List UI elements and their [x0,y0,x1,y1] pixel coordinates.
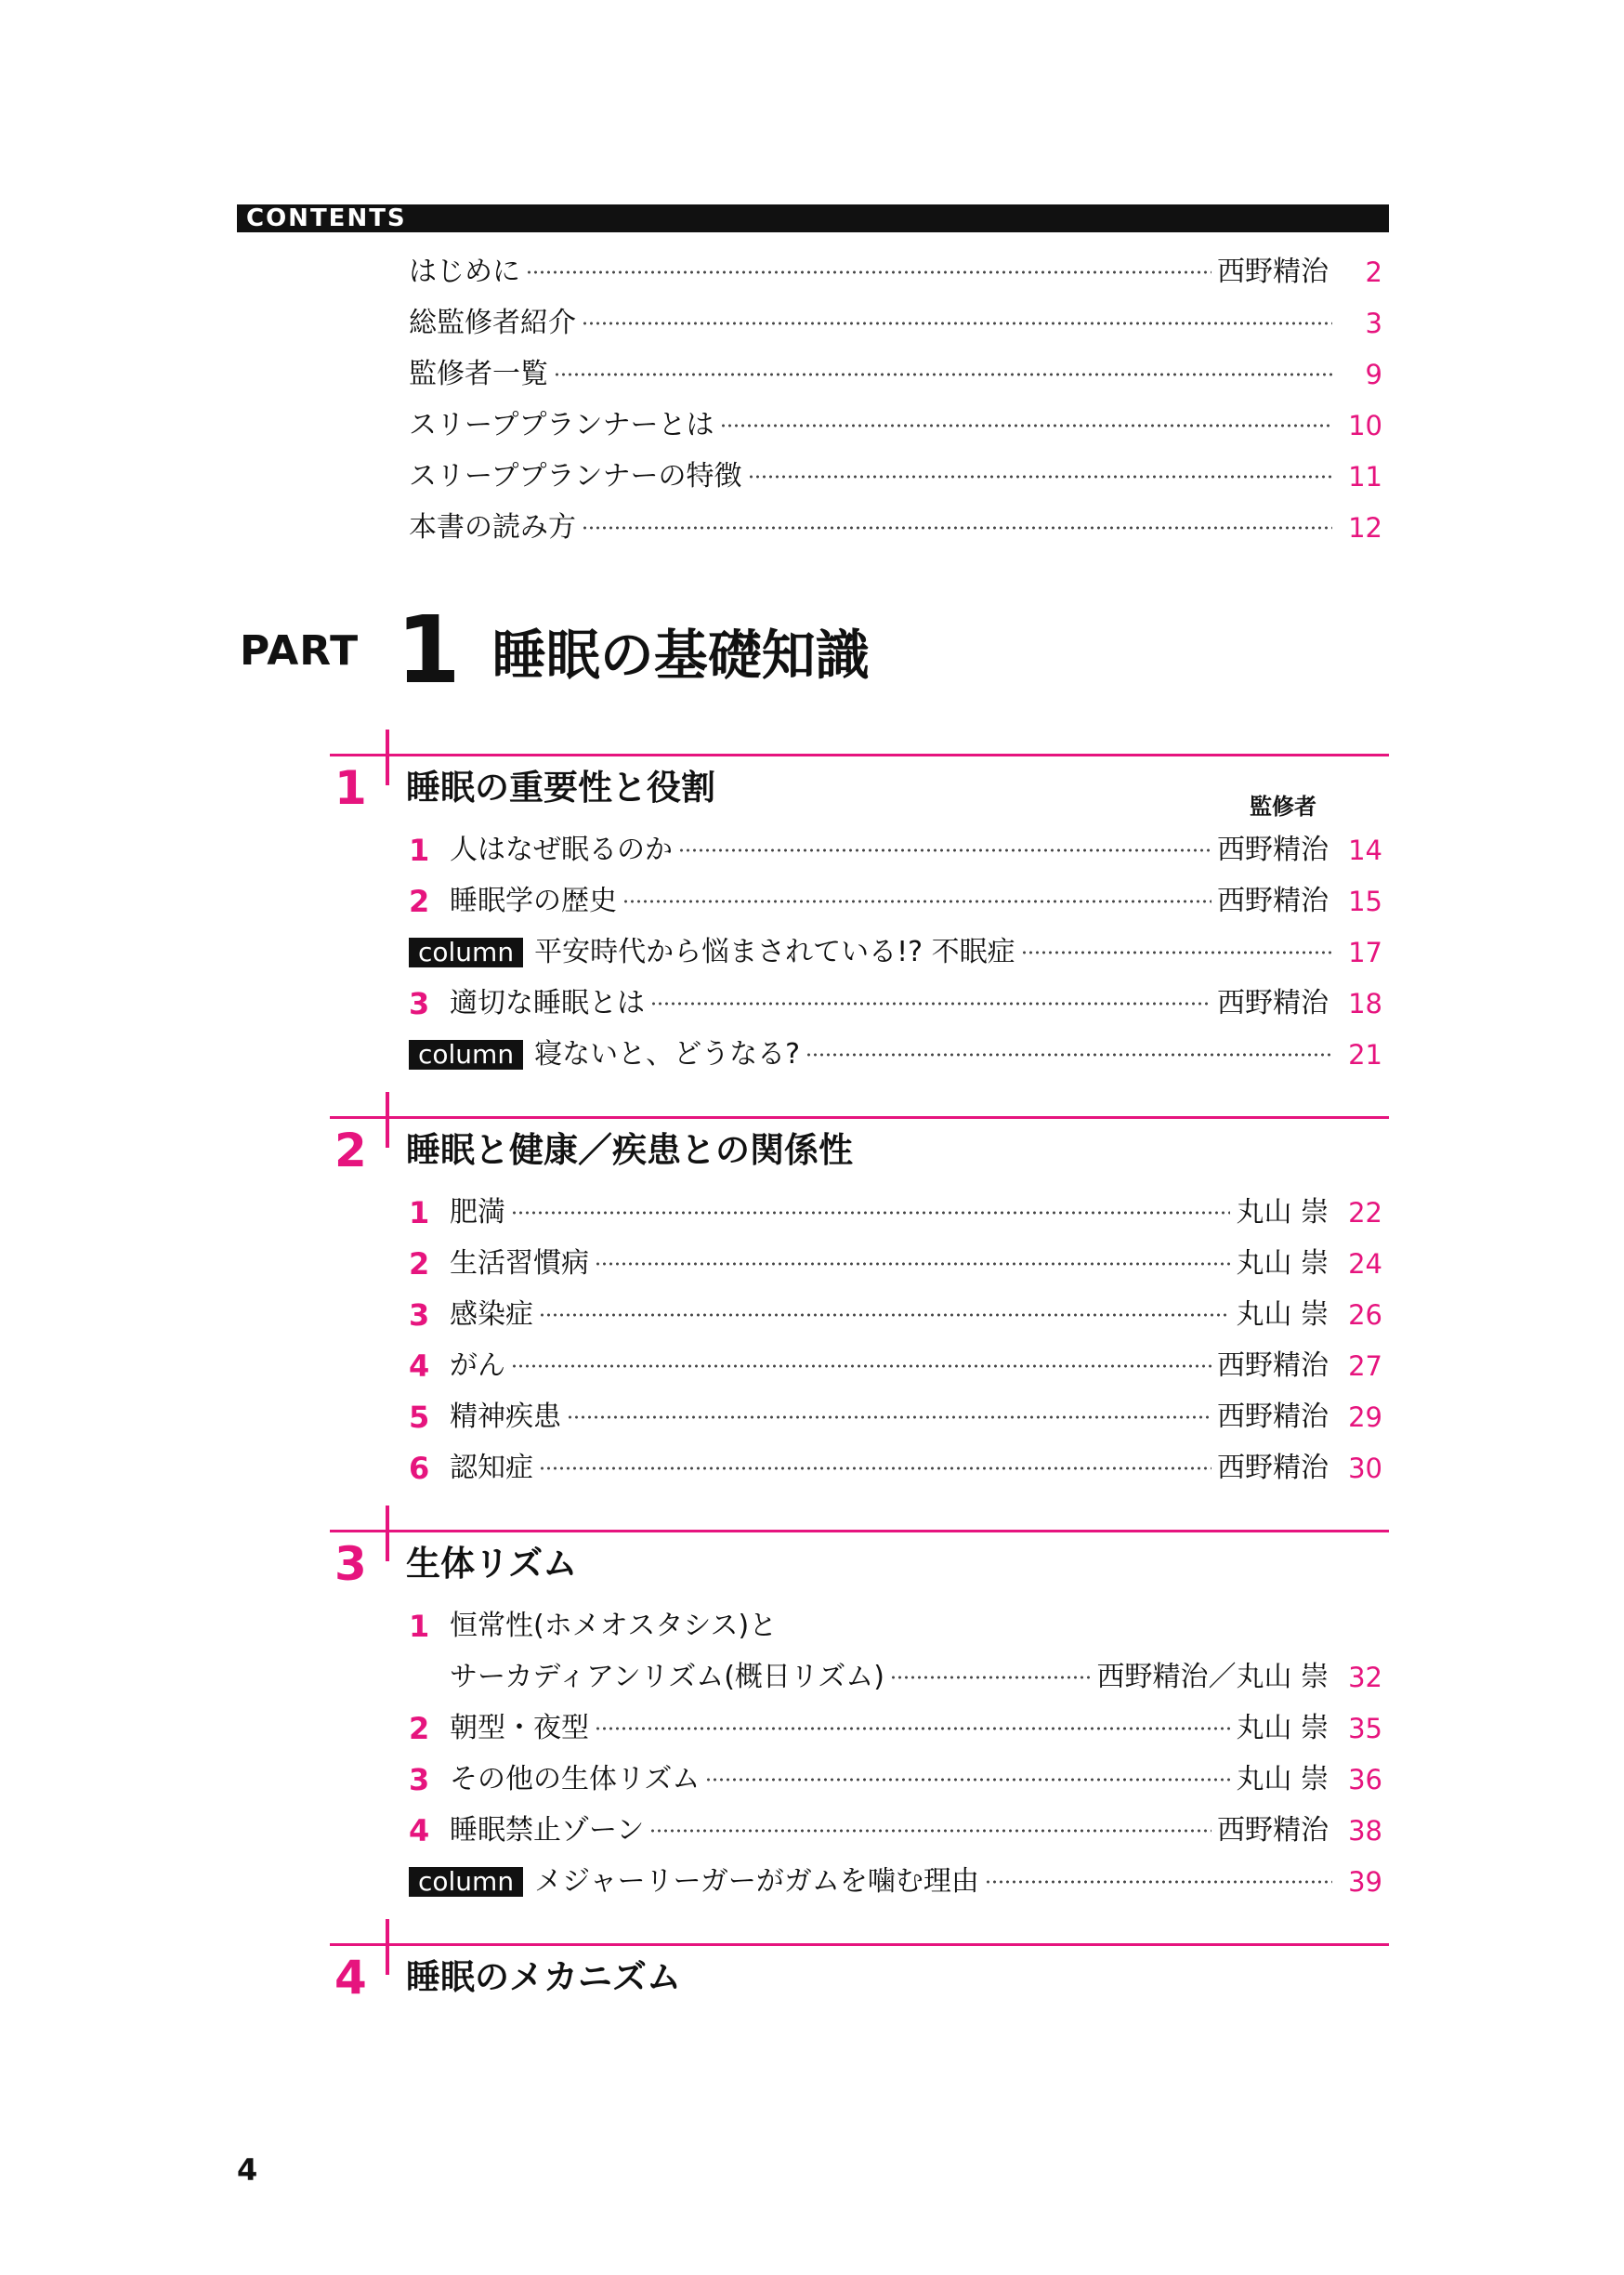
leader-dots [650,983,1211,1024]
toc-entry-page: 11 [1348,461,1382,493]
toc-entry-page: 39 [1348,1866,1382,1898]
toc-entry-title: その他の生体リズム [450,1763,701,1795]
toc-entry-continuation[interactable] [450,1657,1382,1698]
section-divider-tick [386,1919,389,1975]
column-tag: column [409,1867,523,1897]
toc-entry-page: 18 [1348,988,1382,1019]
item-number: 4 [409,1813,430,1848]
toc-entry-page: 26 [1348,1299,1382,1331]
section-title[interactable]: 生体リズム [406,1544,578,1584]
toc-entry-page: 17 [1348,937,1382,968]
toc-entry-author: 丸山 崇 [1236,1298,1329,1331]
toc-entry-title: 適切な睡眠とは [450,987,645,1019]
section-title[interactable]: 睡眠のメカニズム [406,1957,681,1997]
toc-entry[interactable] [409,1810,1382,1851]
toc-entry-page: 27 [1348,1350,1382,1382]
toc-entry-column[interactable] [409,932,1382,973]
toc-entry-column[interactable] [409,1861,1382,1902]
leader-dots [554,354,1332,395]
toc-entry-title: がん [450,1349,505,1382]
section-number: 1 [334,761,367,815]
toc-entry-title: 総監修者紹介 [409,307,576,339]
contents-header: CONTENTS [237,204,1389,232]
toc-entry-title: 平安時代から悩まされている!? 不眠症 [534,936,1015,968]
toc-entry-author: 丸山 崇 [1236,1763,1329,1795]
leader-dots [805,1034,1332,1075]
toc-entry-page: 24 [1348,1248,1382,1280]
section-title[interactable]: 睡眠と健康／疾患との関係性 [406,1130,853,1170]
toc-entry-title: 精神疾患 [450,1401,561,1433]
leader-dots [511,1192,1230,1233]
toc-entry-author: 西野精治 [1217,1349,1329,1382]
column-tag: column [409,1040,523,1070]
column-tag: column [409,938,523,967]
toc-entry[interactable] [409,1606,1382,1647]
leader-dots [720,405,1333,446]
leader-dots [511,1346,1211,1387]
toc-entry[interactable] [409,983,1382,1024]
section-divider [330,754,1389,756]
section-number: 3 [334,1537,367,1591]
leader-dots [582,303,1332,344]
part-heading [240,596,870,704]
toc-entry[interactable] [409,1192,1382,1233]
item-number: 1 [409,1609,430,1644]
toc-entry[interactable] [409,1243,1382,1284]
section-divider-tick [386,730,389,785]
leader-dots [539,1448,1211,1489]
toc-entry-title: 生活習慣病 [450,1247,589,1280]
toc-entry-page: 22 [1348,1197,1382,1229]
toc-entry-author: 西野精治／丸山 崇 [1096,1661,1329,1693]
toc-entry-author: 丸山 崇 [1236,1196,1329,1229]
leader-dots [539,1295,1230,1335]
section-divider-tick [386,1506,389,1561]
toc-entry-author: 西野精治 [1217,885,1329,917]
toc-entry[interactable] [409,252,1382,293]
toc-entry-author: 丸山 崇 [1236,1712,1329,1744]
item-number: 2 [409,1711,430,1746]
leader-dots [595,1243,1230,1284]
leader-dots [622,881,1211,922]
toc-entry-author: 西野精治 [1217,1452,1329,1484]
toc-entry-page: 30 [1348,1453,1382,1484]
toc-entry-author: 西野精治 [1217,1401,1329,1433]
toc-entry-page: 35 [1348,1713,1382,1744]
toc-entry-title: 本書の読み方 [409,511,576,544]
toc-entry-page: 32 [1348,1662,1382,1693]
toc-entry-page: 21 [1348,1039,1382,1071]
toc-entry-author: 丸山 崇 [1236,1247,1329,1280]
toc-entry-title: 感染症 [450,1298,533,1331]
toc-entry[interactable] [409,1295,1382,1335]
toc-entry-author: 西野精治 [1217,256,1329,288]
item-number: 4 [409,1348,430,1384]
toc-entry-title: はじめに [409,256,520,288]
toc-entry-page: 38 [1348,1815,1382,1847]
leader-dots [567,1397,1211,1438]
toc-entry-author: 西野精治 [1217,987,1329,1019]
toc-entry-page: 2 [1365,256,1382,288]
leader-dots [595,1708,1230,1749]
toc-entry-title: スリーププランナーとは [409,409,714,441]
supervisor-label: 監修者 [1250,794,1316,820]
toc-entry-title: スリーププランナーの特徴 [409,460,742,493]
toc-entry-title: メジャーリーガーがガムを噛む理由 [534,1865,979,1898]
section-divider [330,1116,1389,1119]
toc-entry[interactable] [409,830,1382,871]
leader-dots [985,1861,1332,1902]
toc-entry[interactable] [409,1708,1382,1749]
section-number: 2 [334,1124,367,1177]
toc-entry-page: 10 [1348,410,1382,441]
toc-entry[interactable] [409,1448,1382,1489]
toc-entry-page: 9 [1365,359,1382,390]
toc-entry-column[interactable] [409,1034,1382,1075]
toc-entry-title: 朝型・夜型 [450,1712,589,1744]
section-number: 4 [334,1951,367,2005]
leader-dots [1021,932,1332,973]
toc-entry-author: 西野精治 [1217,1814,1329,1847]
toc-entry[interactable] [409,405,1382,446]
toc-entry-title: 睡眠禁止ゾーン [450,1814,645,1847]
item-number: 3 [409,1762,430,1797]
toc-entry[interactable] [409,507,1382,548]
toc-entry-title: サーカディアンリズム(概日リズム) [450,1661,885,1693]
leader-dots [890,1657,1091,1698]
toc-entry-page: 12 [1348,512,1382,544]
toc-entry-author: 西野精治 [1217,834,1329,866]
toc-entry[interactable] [409,456,1382,497]
toc-entry-page: 3 [1365,308,1382,339]
toc-entry-title: 人はなぜ眠るのか [450,834,673,866]
leader-dots [582,507,1332,548]
section-divider-tick [386,1092,389,1148]
page-number: 4 [237,2152,258,2188]
section-divider [330,1530,1389,1532]
toc-entry[interactable] [409,1397,1382,1438]
section-divider [330,1943,1389,1946]
leader-dots [748,456,1333,497]
toc-entry[interactable] [409,1759,1382,1800]
toc-entry-page: 15 [1348,886,1382,917]
item-number: 6 [409,1451,430,1486]
item-number: 2 [409,1246,430,1282]
item-number: 2 [409,884,430,919]
toc-entry-title: 肥満 [450,1196,505,1229]
section-title[interactable]: 睡眠の重要性と役割 [406,768,715,808]
leader-dots [678,830,1211,871]
leader-dots [705,1759,1230,1800]
leader-dots [526,252,1211,293]
toc-entry[interactable] [409,1346,1382,1387]
toc-entry[interactable] [409,881,1382,922]
leader-dots [649,1810,1211,1851]
toc-entry-page: 14 [1348,835,1382,866]
toc-entry-title: 恒常性(ホメオスタシス)と [450,1610,778,1642]
toc-entry-title: 睡眠学の歴史 [450,885,617,917]
item-number: 5 [409,1400,430,1435]
item-number: 1 [409,1195,430,1230]
part-label: PART [240,626,360,675]
item-number: 3 [409,986,430,1021]
part-title: 睡眠の基礎知識 [491,624,870,687]
item-number: 1 [409,833,430,868]
item-number: 3 [409,1297,430,1333]
toc-entry-title: 寝ないと、どうなる? [534,1038,801,1071]
toc-entry-page: 36 [1348,1764,1382,1795]
toc-entry-page: 29 [1348,1401,1382,1433]
toc-entry-title: 監修者一覧 [409,358,548,390]
part-number: 1 [396,596,461,704]
toc-entry[interactable] [409,303,1382,344]
toc-entry[interactable] [409,354,1382,395]
toc-entry-title: 認知症 [450,1452,533,1484]
